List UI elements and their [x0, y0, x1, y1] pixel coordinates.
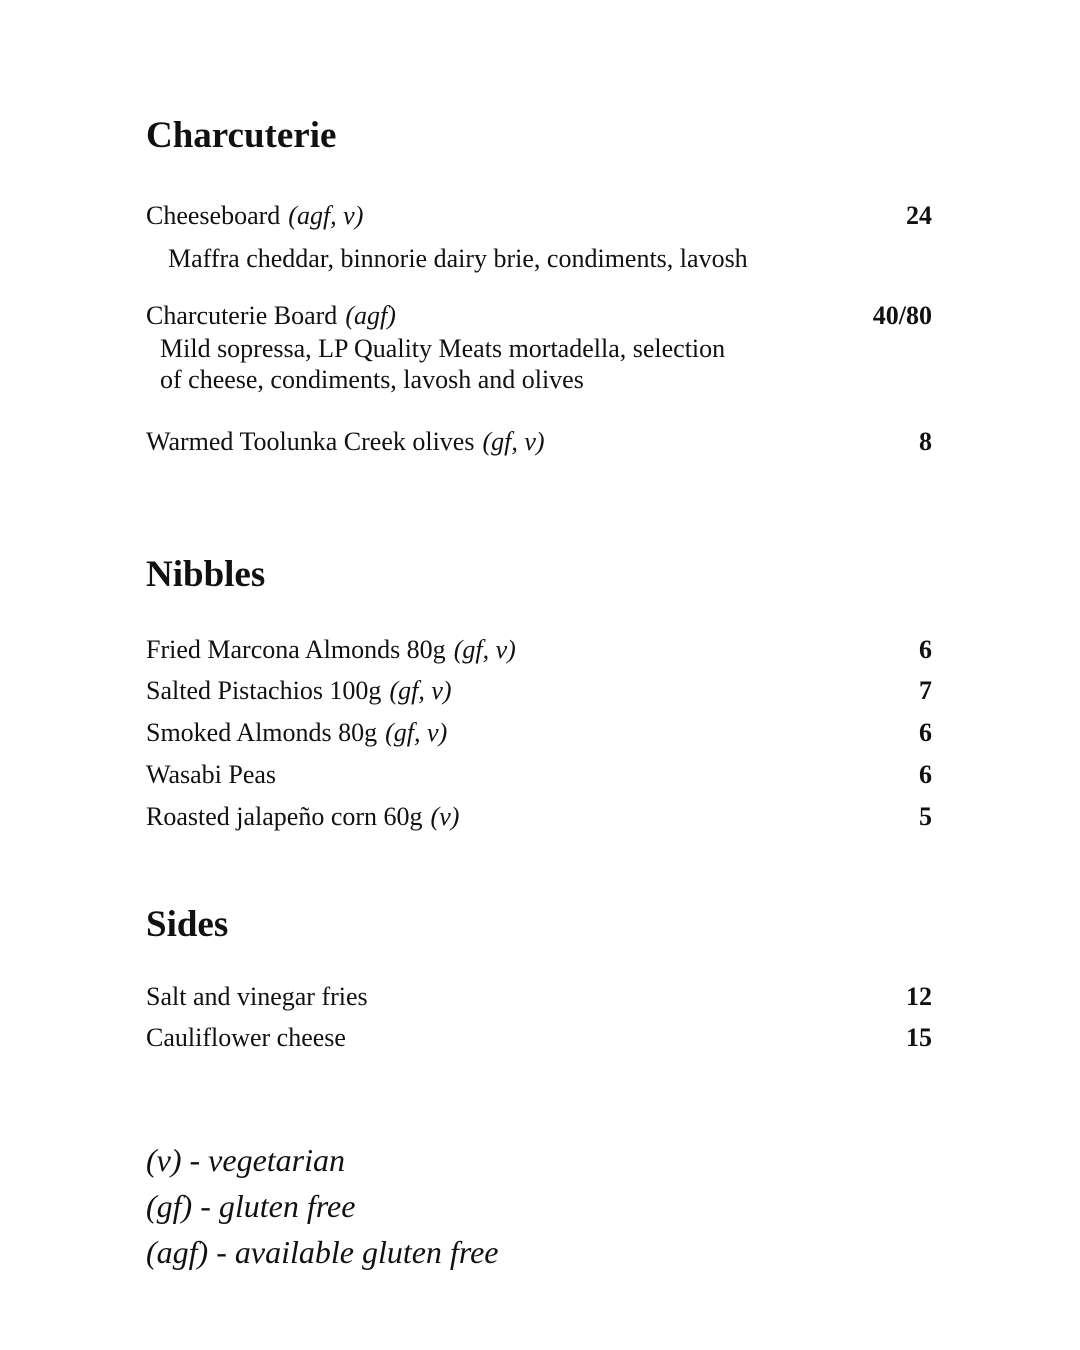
- item-price: 6: [919, 760, 932, 789]
- menu-item-cheeseboard: [146, 200, 932, 232]
- item-dietary-tags: (gf, v): [453, 635, 516, 664]
- item-name: Fried Marcona Almonds 80g: [146, 635, 446, 664]
- item-description: Mild sopressa, LP Quality Meats mortadella, selection: [160, 334, 726, 363]
- item-name: Salted Pistachios 100g: [146, 676, 382, 705]
- item-name: Cauliflower cheese: [146, 1023, 346, 1052]
- item-name: Charcuterie Board: [146, 301, 338, 330]
- legend-available-gluten-free: (agf) - available gluten free: [146, 1234, 499, 1270]
- item-price: 24: [906, 201, 932, 230]
- item-price: 5: [919, 802, 932, 831]
- item-price: 8: [919, 427, 932, 456]
- section-title-nibbles: Nibbles: [146, 554, 266, 595]
- item-price: 7: [919, 676, 932, 705]
- item-name: Cheeseboard: [146, 201, 281, 230]
- item-name: Roasted jalapeño corn 60g: [146, 802, 423, 831]
- item-description: Maffra cheddar, binnorie dairy brie, condiments, lavosh: [168, 244, 748, 273]
- item-price: 40/80: [872, 301, 932, 330]
- item-dietary-tags: (gf, v): [482, 427, 545, 456]
- item-name: Wasabi Peas: [146, 760, 277, 789]
- item-price: 6: [919, 635, 932, 664]
- menu-item-olives: [146, 426, 932, 458]
- item-dietary-tags: (gf, v): [385, 718, 448, 747]
- item-dietary-tags: (v): [430, 802, 460, 831]
- menu-item-charcuterie-board: [146, 300, 932, 332]
- legend-vegetarian: (v) - vegetarian: [146, 1142, 346, 1178]
- menu-page: [146, 0, 932, 1350]
- menu-item-wasabi-peas: [146, 759, 932, 791]
- item-name: Warmed Toolunka Creek olives: [146, 427, 475, 456]
- item-price: 15: [906, 1023, 932, 1052]
- menu-item-jalapeno-corn: [146, 801, 932, 833]
- legend-gluten-free: (gf) - gluten free: [146, 1188, 356, 1224]
- menu-item-fries: [146, 981, 932, 1013]
- menu-item-smoked-almonds: [146, 717, 932, 749]
- item-dietary-tags: (agf, v): [288, 201, 364, 230]
- menu-item-cauliflower-cheese: [146, 1022, 932, 1054]
- menu-item-marcona-almonds: [146, 634, 932, 666]
- item-price: 6: [919, 718, 932, 747]
- section-title-sides: Sides: [146, 904, 229, 945]
- section-title-charcuterie: Charcuterie: [146, 115, 337, 156]
- menu-item-salted-pistachios: [146, 675, 932, 707]
- item-dietary-tags: (gf, v): [389, 676, 452, 705]
- item-price: 12: [906, 982, 932, 1011]
- item-name: Smoked Almonds 80g: [146, 718, 378, 747]
- item-name: Salt and vinegar fries: [146, 982, 368, 1011]
- item-dietary-tags: (agf): [345, 301, 396, 330]
- item-description: of cheese, condiments, lavosh and olives: [160, 365, 584, 394]
